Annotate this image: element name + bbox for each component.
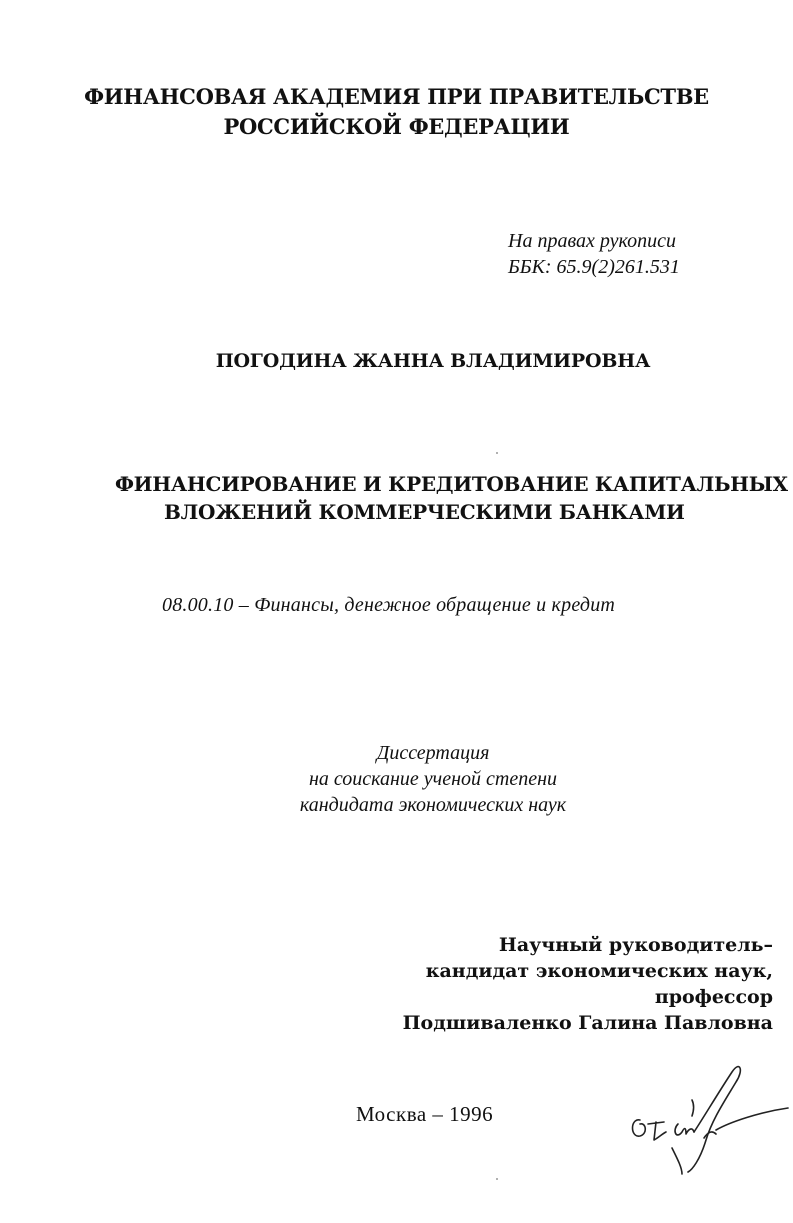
title-line-1: ФИНАНСИРОВАНИЕ И КРЕДИТОВАНИЕ КАПИТАЛЬНЫХ <box>115 472 788 496</box>
institution-line-2: РОССИЙСКОЙ ФЕДЕРАЦИИ <box>223 114 570 139</box>
manuscript-note <box>508 228 680 280</box>
dissertation-note <box>0 740 793 818</box>
scan-speck <box>496 1178 498 1180</box>
dissertation-title <box>115 470 788 526</box>
dissertation-line-1: Диссертация <box>376 742 490 764</box>
supervisor-line-4: Подшиваленко Галина Павловна <box>402 1012 773 1034</box>
supervisor-line-1: Научный руководитель– <box>498 934 773 956</box>
author-name: ПОГОДИНА ЖАННА ВЛАДИМИРОВНА <box>215 350 651 372</box>
city-year: Москва – 1996 <box>356 1102 494 1126</box>
bbk-code: ББК: 65.9(2)261.531 <box>508 256 680 278</box>
title-line-2: ВЛОЖЕНИЙ КОММЕРЧЕСКИМИ БАНКАМИ <box>164 500 685 524</box>
dissertation-line-3: кандидата экономических наук <box>299 794 567 816</box>
dissertation-line-2: на соискание ученой степени <box>308 768 558 790</box>
supervisor-block <box>403 932 773 1036</box>
specialty-code: 08.00.10 – Финансы, денежное обращение и кредит <box>162 594 616 616</box>
institution-line-1: ФИНАНСОВАЯ АКАДЕМИЯ ПРИ ПРАВИТЕЛЬСТВЕ <box>84 84 709 109</box>
supervisor-line-3: профессор <box>654 986 773 1008</box>
scan-speck <box>496 452 498 454</box>
institution-header <box>0 82 793 142</box>
handwritten-signature <box>620 1060 790 1180</box>
supervisor-line-2: кандидат экономических наук, <box>425 960 773 982</box>
manuscript-rights: На правах рукописи <box>508 230 676 252</box>
